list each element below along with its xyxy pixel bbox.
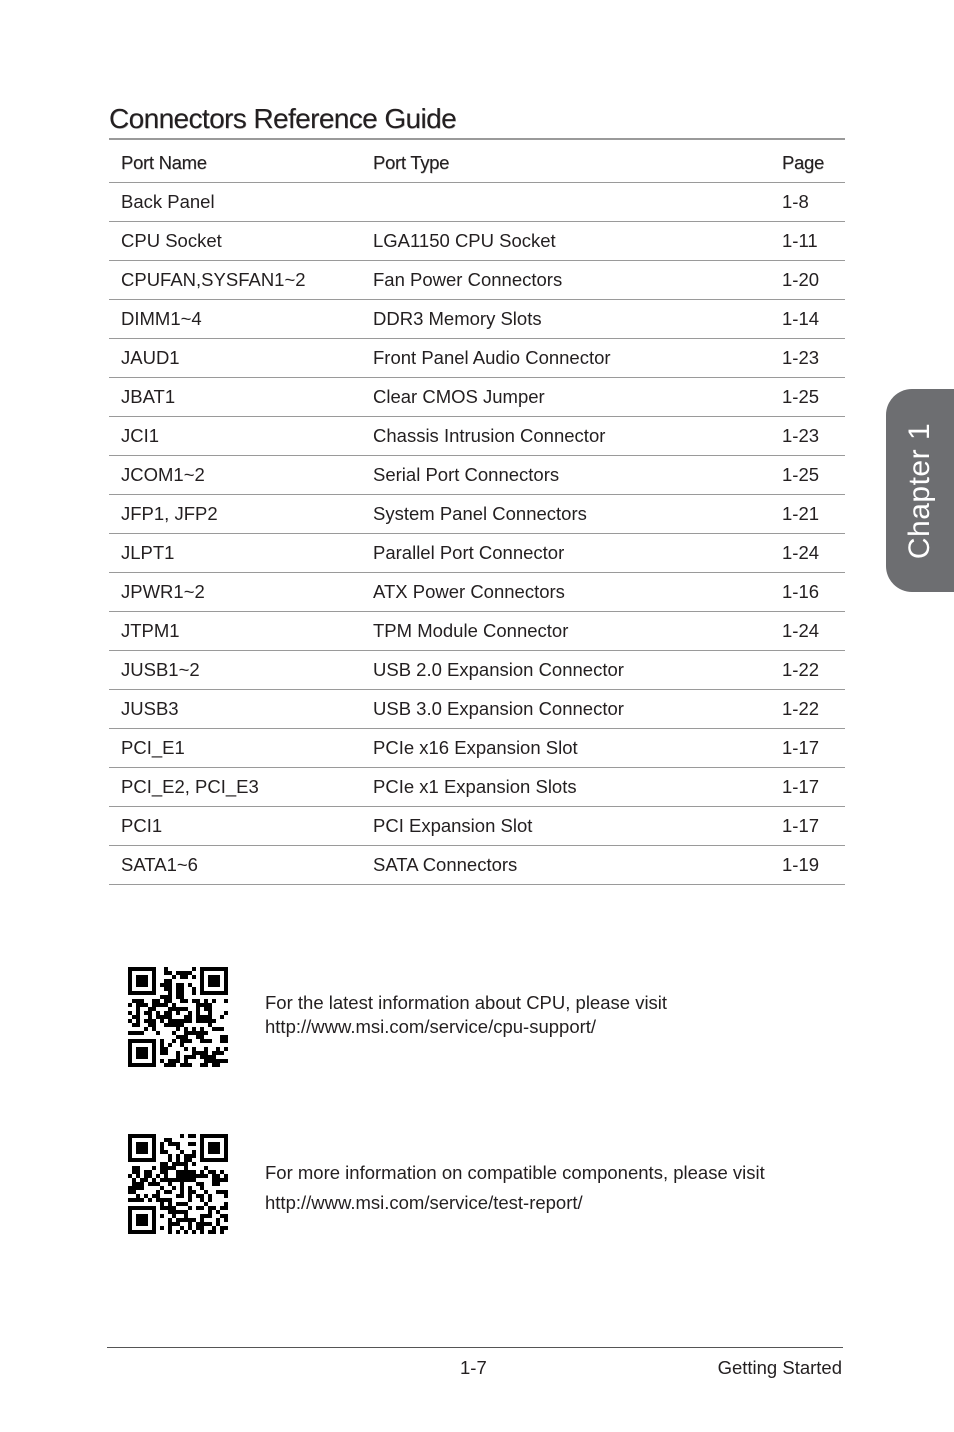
cell-port-name: SATA1~6: [109, 846, 361, 885]
table-row: [109, 846, 845, 885]
cell-page: 1-17: [770, 807, 845, 846]
table-row: [109, 495, 845, 534]
cell-port-type: DDR3 Memory Slots: [361, 300, 770, 339]
cell-port-name: JTPM1: [109, 612, 361, 651]
cell-page: 1-8: [770, 183, 845, 222]
cell-page: 1-24: [770, 534, 845, 573]
cell-port-type: Clear CMOS Jumper: [361, 378, 770, 417]
cell-page: 1-23: [770, 417, 845, 456]
column-header-page: Page: [770, 144, 845, 183]
cell-page: 1-19: [770, 846, 845, 885]
cell-port-type: TPM Module Connector: [361, 612, 770, 651]
cell-port-name: PCI_E2, PCI_E3: [109, 768, 361, 807]
cpu-support-note: [265, 991, 667, 1039]
test-report-text: For more information on compatible components, please visit: [265, 1162, 765, 1183]
cell-port-type: SATA Connectors: [361, 846, 770, 885]
page-title: Connectors Reference Guide: [109, 100, 845, 140]
table-row: [109, 768, 845, 807]
cell-port-name: JCOM1~2: [109, 456, 361, 495]
cell-port-name: JUSB3: [109, 690, 361, 729]
cell-port-type: [361, 183, 770, 222]
cell-port-type: Fan Power Connectors: [361, 261, 770, 300]
cell-port-type: USB 2.0 Expansion Connector: [361, 651, 770, 690]
table-header-row: [109, 144, 845, 183]
cell-port-name: PCI_E1: [109, 729, 361, 768]
column-header-port-name: Port Name: [109, 144, 361, 183]
cell-port-type: Parallel Port Connector: [361, 534, 770, 573]
table-row: [109, 378, 845, 417]
cell-port-name: JFP1, JFP2: [109, 495, 361, 534]
cell-port-type: USB 3.0 Expansion Connector: [361, 690, 770, 729]
cell-port-type: System Panel Connectors: [361, 495, 770, 534]
cell-page: 1-22: [770, 651, 845, 690]
cell-page: 1-21: [770, 495, 845, 534]
cell-port-type: PCIe x16 Expansion Slot: [361, 729, 770, 768]
table-row: [109, 300, 845, 339]
table-row: [109, 612, 845, 651]
table-row: [109, 183, 845, 222]
cell-page: 1-17: [770, 768, 845, 807]
test-report-url[interactable]: http://www.msi.com/service/test-report/: [265, 1192, 583, 1213]
test-report-note: [265, 1158, 765, 1218]
cell-port-name: JBAT1: [109, 378, 361, 417]
table-row: [109, 573, 845, 612]
connectors-reference-table: [109, 144, 845, 885]
qr-code-icon: [128, 967, 228, 1067]
table-row: [109, 690, 845, 729]
cell-port-name: JLPT1: [109, 534, 361, 573]
footer-divider: [107, 1347, 843, 1348]
cpu-support-url[interactable]: http://www.msi.com/service/cpu-support/: [265, 1016, 597, 1037]
cpu-support-text: For the latest information about CPU, please visit: [265, 992, 668, 1013]
footer-page-number: 1-7: [460, 1357, 487, 1378]
table-row: [109, 534, 845, 573]
footer-section-title: Getting Started: [717, 1357, 842, 1378]
cell-port-name: PCI1: [109, 807, 361, 846]
cell-port-name: JAUD1: [109, 339, 361, 378]
cell-port-name: JPWR1~2: [109, 573, 361, 612]
cell-port-type: ATX Power Connectors: [361, 573, 770, 612]
table-row: [109, 807, 845, 846]
cell-port-name: CPU Socket: [109, 222, 361, 261]
cell-page: 1-25: [770, 456, 845, 495]
cell-port-type: Serial Port Connectors: [361, 456, 770, 495]
chapter-tab-label: Chapter 1: [903, 422, 936, 559]
column-header-port-type: Port Type: [361, 144, 770, 183]
cell-page: 1-20: [770, 261, 845, 300]
cell-page: 1-24: [770, 612, 845, 651]
table-row: [109, 339, 845, 378]
cell-page: 1-23: [770, 339, 845, 378]
cell-port-type: PCI Expansion Slot: [361, 807, 770, 846]
cell-page: 1-17: [770, 729, 845, 768]
qr-code-icon: [128, 1134, 228, 1234]
cell-page: 1-11: [770, 222, 845, 261]
table-row: [109, 261, 845, 300]
cell-port-name: JCI1: [109, 417, 361, 456]
table-row: [109, 456, 845, 495]
cell-port-name: Back Panel: [109, 183, 361, 222]
cell-page: 1-16: [770, 573, 845, 612]
cell-page: 1-14: [770, 300, 845, 339]
table-body: [109, 183, 845, 885]
table-row: [109, 417, 845, 456]
cell-port-name: JUSB1~2: [109, 651, 361, 690]
cell-port-type: PCIe x1 Expansion Slots: [361, 768, 770, 807]
cell-port-name: DIMM1~4: [109, 300, 361, 339]
cell-port-type: LGA1150 CPU Socket: [361, 222, 770, 261]
chapter-tab: [886, 389, 954, 592]
cell-page: 1-22: [770, 690, 845, 729]
table-row: [109, 222, 845, 261]
cell-page: 1-25: [770, 378, 845, 417]
cell-port-type: Chassis Intrusion Connector: [361, 417, 770, 456]
table-row: [109, 651, 845, 690]
cell-port-name: CPUFAN,SYSFAN1~2: [109, 261, 361, 300]
cell-port-type: Front Panel Audio Connector: [361, 339, 770, 378]
table-row: [109, 729, 845, 768]
